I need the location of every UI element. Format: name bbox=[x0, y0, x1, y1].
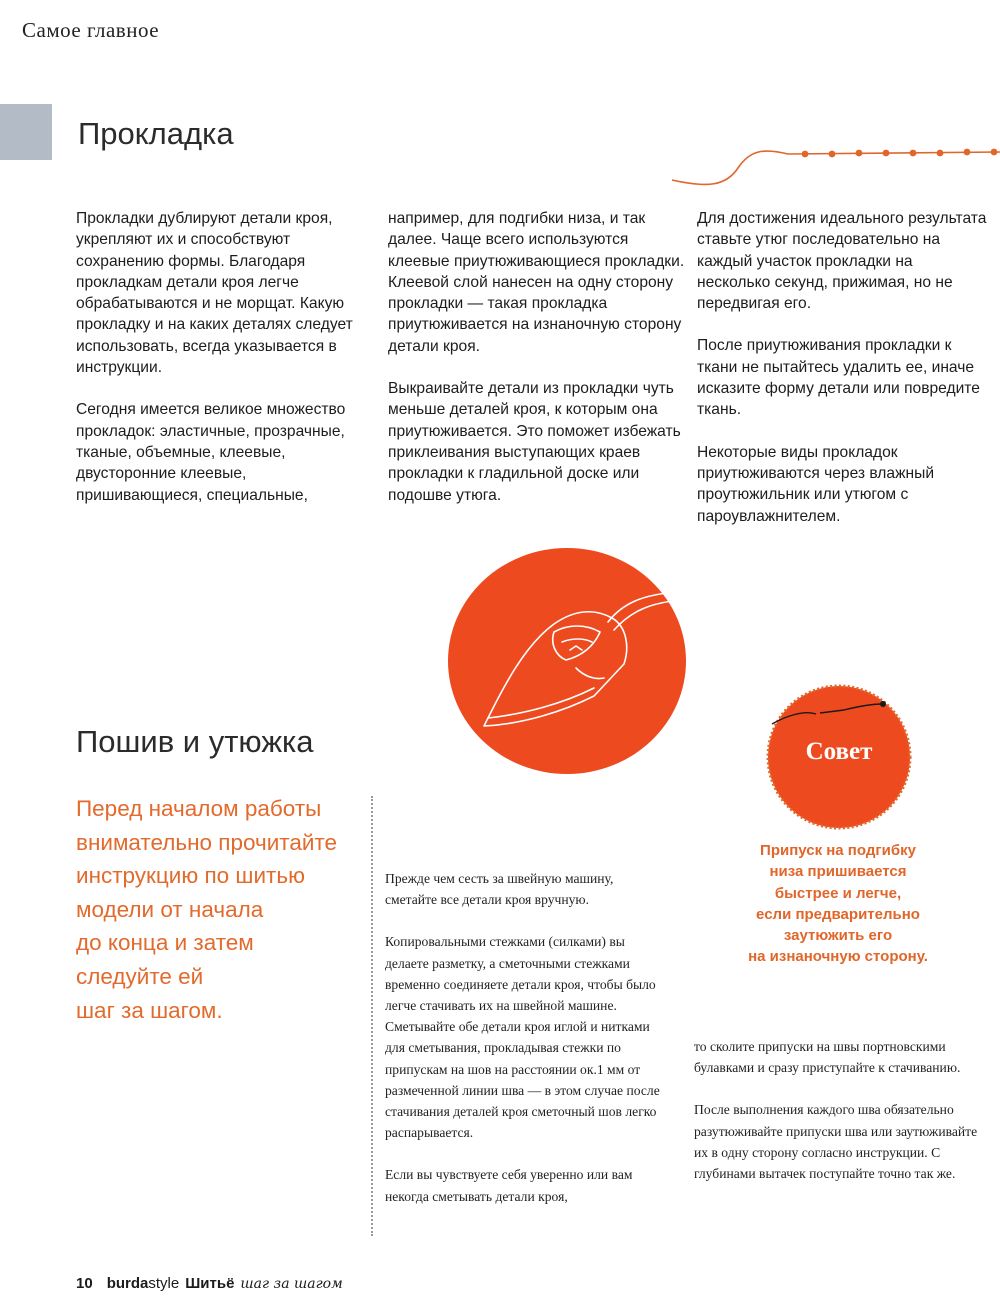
paragraph: например, для подгибки низа, и так далее. Чаще всего используются клеевые приутюживающиеся прокладки. Клеевой слой нанесен на одну сторону прокладки — такая прокладка приутюживается на изнаночную сторону детали кроя. bbox=[388, 210, 685, 355]
bead-5 bbox=[910, 150, 917, 157]
tip-line: если предварительно bbox=[756, 905, 920, 923]
paragraph: Выкраивайте детали из прокладки чуть меньше деталей кроя, к которым она приутюживается. Это поможет избежать приклеивания выступающих краев прокладки к гладильной доске или подошве утюга. bbox=[388, 380, 681, 504]
sewing-column-2 bbox=[694, 1036, 984, 1205]
interlining-column-3 bbox=[697, 208, 987, 548]
sewing-heading: Пошив и утюжка bbox=[76, 724, 314, 759]
thread-decoration bbox=[668, 128, 1000, 192]
paragraph: то сколите припуски на швы портновскими булавками и сразу приступайте к стачиванию. bbox=[694, 1039, 961, 1076]
bead-4 bbox=[883, 150, 890, 157]
bead-7 bbox=[964, 149, 971, 156]
section-label: Самое главное bbox=[22, 18, 160, 42]
brand-suffix: style bbox=[148, 1275, 180, 1292]
interlining-column-2 bbox=[388, 208, 688, 527]
bead-2 bbox=[829, 151, 836, 158]
lead-line: модели от начала bbox=[76, 896, 264, 922]
pin-head-icon bbox=[880, 701, 886, 707]
tip-line: быстрее и легче, bbox=[774, 884, 902, 902]
paragraph: Некоторые виды прокладок приутюживаются через влажный проутюжильник или утюгом с пароувлажнителем. bbox=[697, 443, 935, 525]
iron-illustration bbox=[444, 546, 690, 776]
bead-8 bbox=[991, 149, 998, 156]
dotted-divider bbox=[371, 796, 373, 1236]
bead-6 bbox=[937, 150, 944, 157]
tip-line: на изнаночную сторону. bbox=[748, 948, 928, 966]
brand-name: burda bbox=[106, 1275, 149, 1292]
paragraph: После выполнения каждого шва обязательно разутюживайте припуски шва или заутюживайте их в одну сторону согласно инструкции. С глубинами вытачек поступайте точно так же. bbox=[694, 1102, 978, 1182]
tip-text bbox=[718, 840, 958, 968]
tip-label: Совет bbox=[805, 738, 873, 765]
book-subtitle: шаг за шагом bbox=[240, 1276, 343, 1292]
page-number: 10 bbox=[76, 1275, 93, 1292]
tip-line: низа пришивается bbox=[769, 863, 907, 881]
paragraph: Прежде чем сесть за швейную машину, сметайте все детали кроя вручную. bbox=[385, 871, 614, 908]
interlining-column-1 bbox=[76, 208, 376, 527]
iron-circle bbox=[448, 548, 686, 774]
sewing-lead-text bbox=[76, 792, 376, 1027]
sewing-column-1 bbox=[385, 868, 665, 1228]
paragraph: Для достижения идеального результата ставьте утюг последовательно на каждый участок прокладки на несколько секунд, прижимая, но не передвигая его. bbox=[697, 210, 987, 313]
paragraph: После приутюживания прокладки к ткани не пытайтесь удалить ее, иначе исказите форму детали или повредите ткань. bbox=[697, 337, 980, 419]
lead-line: до конца и затем bbox=[76, 930, 254, 956]
paragraph: Сегодня имеется великое множество прокладок: эластичные, прозрачные, тканые, объемные, клеевые, двусторонние клеевые, пришивающиеся, специальные, bbox=[76, 401, 346, 504]
lead-line: шаг за шагом. bbox=[76, 997, 223, 1023]
paragraph: Если вы чувствуете себя уверенно или вам некогда сметывать детали кроя, bbox=[385, 1167, 633, 1204]
bead-1 bbox=[802, 151, 809, 158]
paragraph: Прокладки дублируют детали кроя, укрепляют их и способствуют сохранению формы. Благодаря прокладкам детали кроя легче обрабатываются и не морщат. Какую прокладку и на каких деталях следует использовать, всегда указывается в инструкции. bbox=[76, 210, 353, 377]
interlining-heading: Прокладка bbox=[78, 116, 234, 151]
paragraph: Копировальными стежками (силками) вы делаете разметку, а сметочными стежками временно соединяете детали кроя, чтобы было легче стачивать их на швейной машине. Сметывайте обе детали кроя иглой и нитками для сметывания, прокладывая стежки по припускам на шов на расстоянии ок.1 мм от размеченной линии шва — в этом случае после стачивания деталей кроя сметочный шов легко распарывается. bbox=[385, 934, 660, 1141]
lead-line: следуйте ей bbox=[76, 963, 204, 989]
lead-line: Перед началом работы bbox=[76, 796, 322, 821]
page-footer bbox=[76, 1275, 343, 1292]
lead-line: внимательно прочитайте bbox=[76, 829, 338, 855]
tip-line: заутюжить его bbox=[783, 927, 893, 945]
book-title: Шитьё bbox=[185, 1275, 235, 1292]
bead-3 bbox=[856, 150, 863, 157]
tip-line: Припуск на подгибку bbox=[760, 842, 916, 859]
lead-line: инструкцию по шитью bbox=[76, 863, 305, 889]
section-color-tab bbox=[0, 104, 52, 160]
